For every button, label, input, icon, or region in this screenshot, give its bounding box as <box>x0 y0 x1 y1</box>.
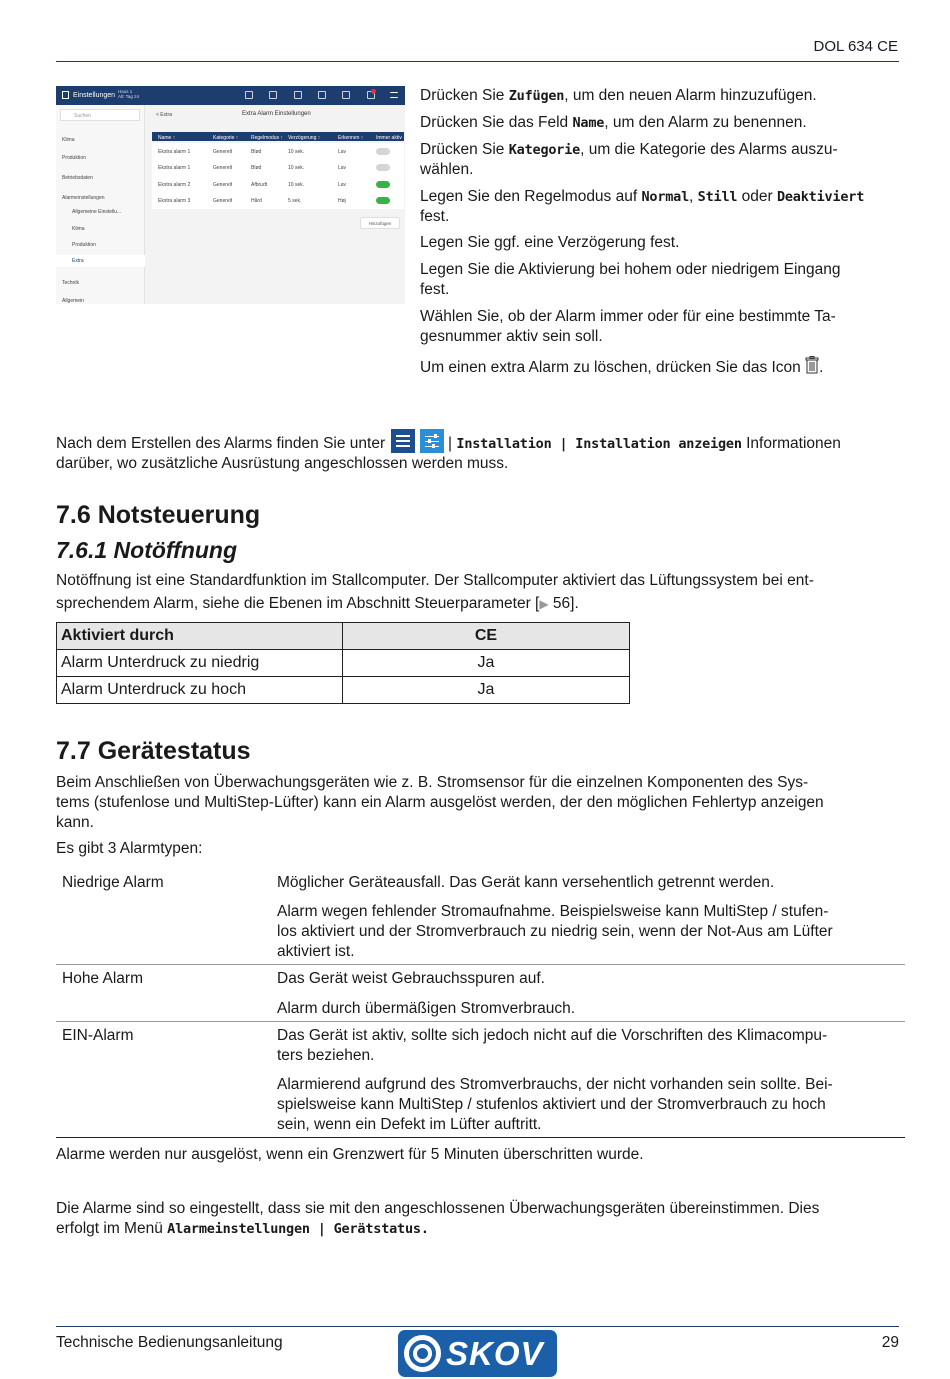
sidebar-item-allgemein[interactable]: Allgemein <box>62 298 84 304</box>
always-active-toggle[interactable] <box>376 148 390 155</box>
chevron-right-icon: ▶ <box>539 597 549 611</box>
after-create-paragraph: Nach dem Erstellen des Alarms finden Sie unter | Installation | Installation anzeigen Informationen darüber, wo zusätzliche Ausrüstung angeschlossen werden muss. <box>56 429 906 474</box>
sidebar-item-technik[interactable]: Technik <box>62 280 79 286</box>
low-alarm-label: Niedrige Alarm <box>62 874 164 891</box>
table-cell: Alarm Unterdruck zu hoch <box>57 677 343 704</box>
fan-icon <box>342 91 350 99</box>
high-alarm-text-2: Alarm durch übermäßigen Stromverbrauch. <box>277 1000 576 1017</box>
table-cell[interactable]: Hård <box>251 198 262 204</box>
table-row <box>57 650 630 677</box>
instruction-name: Drücken Sie das Feld Name, um den Alarm zu benennen. <box>420 114 807 131</box>
search-input[interactable] <box>60 109 140 121</box>
page-number: 29 <box>881 1334 899 1351</box>
low-alarm-text-2: Alarm wegen fehlender Stromaufnahme. Beispielsweise kann MultiStep / stufen- los aktiviert und der Stromverbrauch zu niedrig sein, wenn der Not-Aus am Lüfter aktiviert ist. <box>277 903 833 960</box>
sidebar-item-produktion[interactable]: Produktion <box>62 155 86 161</box>
table-cell: Ja <box>343 650 630 677</box>
sidebar-item-klima-alarm[interactable]: Klima <box>72 226 85 232</box>
search-placeholder: Suchen <box>74 113 91 119</box>
table-cell[interactable]: Ekstra alarm 1 <box>158 165 191 171</box>
sidebar-item-extra[interactable]: Extra <box>56 255 145 267</box>
table-cell[interactable]: Generelt <box>213 182 233 188</box>
instruction-activation: Legen Sie die Aktivierung bei hohem oder niedrigem Eingang fest. <box>420 261 841 298</box>
table-cell[interactable]: Lav <box>338 165 347 171</box>
instruction-delete: Um einen extra Alarm zu löschen, drücken Sie das Icon . <box>420 356 900 378</box>
activation-table <box>56 622 630 704</box>
section-heading: 7.6 Notsteuerung <box>56 501 261 529</box>
app-title: Einstellungen <box>73 92 116 99</box>
alarm-types-intro: Es gibt 3 Alarmtypen: <box>56 840 203 857</box>
table-cell[interactable]: Generelt <box>213 165 233 171</box>
on-alarm-label: EIN-Alarm <box>62 1027 134 1044</box>
always-active-toggle[interactable] <box>376 181 390 188</box>
table-cell[interactable]: Ekstra alarm 3 <box>158 198 191 204</box>
instruction-delay: Legen Sie ggf. eine Verzögerung fest. <box>420 234 680 251</box>
settings-screenshot <box>56 86 405 304</box>
subsection-heading: 7.6.1 Notöffnung <box>56 537 238 563</box>
document-code: DOL 634 CE <box>813 38 898 55</box>
table-cell: Ja <box>343 677 630 704</box>
column-header[interactable]: Name ↑ <box>158 135 176 141</box>
house-info: Haus 1 Alt: Tag 24 <box>118 89 140 99</box>
house-icon <box>269 91 277 99</box>
table-cell[interactable]: Blød <box>251 165 262 171</box>
column-header[interactable]: Verzögerung ↑ <box>288 135 321 141</box>
table-cell[interactable]: Ekstra alarm 2 <box>158 182 191 188</box>
high-alarm-text-1: Das Gerät weist Gebrauchsspuren auf. <box>277 970 545 987</box>
home-icon <box>245 91 253 99</box>
table-cell[interactable]: Høj <box>338 198 346 204</box>
table-row <box>57 677 630 704</box>
sidebar-item-klima[interactable]: Klima <box>62 137 75 143</box>
footer-rule <box>56 1326 899 1327</box>
table-cell[interactable]: Afbrudt <box>251 182 268 188</box>
table-cell[interactable]: Blød <box>251 149 262 155</box>
column-header: Aktiviert durch <box>57 623 343 650</box>
column-header[interactable]: Regelmodus ↑ <box>251 135 283 141</box>
alarm-badge <box>371 89 376 94</box>
section-heading: 7.7 Gerätestatus <box>56 737 251 765</box>
sidebar-item-produktion-alarm[interactable]: Produktion <box>72 242 96 248</box>
trash-icon <box>805 356 819 374</box>
table-cell[interactable]: 5 sek. <box>288 198 302 204</box>
sidebar-item-alarmeinstellungen[interactable]: Alarmeinstellungen <box>62 195 105 201</box>
geraetestatus-paragraph: Beim Anschließen von Überwachungsgeräten wie z. B. Stromsensor für die einzelnen Komponenten des Sys- tems (stufenlose und MultiStep-Lüfter) kann ein Alarm ausgelöst werden, der den möglichen Fehlertyp anzeigen kann. <box>56 774 824 831</box>
column-header[interactable]: Erkennen ↑ <box>338 135 364 141</box>
header-rule <box>56 61 899 62</box>
instruction-always-active: Wählen Sie, ob der Alarm immer oder für eine bestimmte Ta- gesnummer aktiv sein soll. <box>420 308 836 345</box>
table-cell[interactable]: 10 sek. <box>288 182 305 188</box>
column-header: CE <box>343 623 630 650</box>
instruction-category: Drücken Sie Kategorie, um die Kategorie des Alarms auszu- wählen. <box>420 141 838 178</box>
settings-sliders-icon <box>420 429 444 453</box>
menu-icon <box>391 429 415 453</box>
table-cell[interactable]: Lav <box>338 149 347 155</box>
clipboard-icon <box>318 91 326 99</box>
back-link[interactable]: < Extra <box>156 112 172 118</box>
table-cell: Alarm Unterdruck zu niedrig <box>57 650 343 677</box>
content-title: Extra Alarm Einstellungen <box>242 111 311 117</box>
table-cell[interactable]: 10 sek. <box>288 149 305 155</box>
skov-logo-text: SKOV <box>446 1335 544 1372</box>
table-divider <box>56 964 905 965</box>
table-bottom-rule <box>56 1137 905 1138</box>
instruction-mode: Legen Sie den Regelmodus auf Normal, Still oder Deaktiviert fest. <box>420 188 865 225</box>
sidebar-item-betriebsdaten[interactable]: Betriebsdaten <box>62 175 93 181</box>
table-cell[interactable]: Lav <box>338 182 347 188</box>
table-divider <box>56 1021 905 1022</box>
table-cell[interactable]: Generelt <box>213 198 233 204</box>
page-reference-link[interactable]: 56 <box>552 595 571 612</box>
instruction-add: Drücken Sie Zufügen, um den neuen Alarm hinzuzufügen. <box>420 87 817 104</box>
column-header[interactable]: Immer aktiv <box>376 135 402 141</box>
menu-icon <box>390 92 398 98</box>
always-active-toggle[interactable] <box>376 197 390 204</box>
add-alarm-button[interactable]: Hinzufügen <box>360 217 400 229</box>
settings-icon <box>62 91 69 99</box>
skov-logo-ring-inner <box>413 1344 432 1363</box>
always-active-toggle[interactable] <box>376 164 390 171</box>
chart-icon <box>294 91 302 99</box>
column-header[interactable]: Kategorie ↑ <box>213 135 239 141</box>
table-cell[interactable]: Generelt <box>213 149 233 155</box>
menu-note: Die Alarme sind so eingestellt, dass sie mit den angeschlossenen Überwachungsgeräten übereinstimmen. Dies erfolgt im Menü Alarmeinstellungen | Gerätstatus. <box>56 1200 820 1237</box>
low-alarm-text-1: Möglicher Geräteausfall. Das Gerät kann versehentlich getrennt werden. <box>277 874 775 891</box>
threshold-note: Alarme werden nur ausgelöst, wenn ein Grenzwert für 5 Minuten überschritten wurde. <box>56 1146 644 1163</box>
table-cell[interactable]: Ekstra alarm 1 <box>158 149 191 155</box>
notoeffnung-paragraph: Notöffnung ist eine Standardfunktion im Stallcomputer. Der Stallcomputer aktiviert das Lüftungssystem bei ent- sprechendem Alarm, siehe die Ebenen im Abschnitt Steuerparameter [▶ 56]. <box>56 572 814 612</box>
settings-sidebar <box>56 105 145 304</box>
footer-title: Technische Bedienungsanleitung <box>56 1334 283 1351</box>
on-alarm-text-1: Das Gerät ist aktiv, sollte sich jedoch nicht auf die Vorschriften des Klimacompu- ters beziehen. <box>277 1027 828 1064</box>
table-cell[interactable]: 10 sek. <box>288 165 305 171</box>
high-alarm-label: Hohe Alarm <box>62 970 143 987</box>
sidebar-item-allgemeine[interactable]: Allgemeine Einstellu... <box>72 209 122 215</box>
on-alarm-text-2: Alarmierend aufgrund des Stromverbrauchs, der nicht vorhanden sein sollte. Bei- spielsweise kann MultiStep / stufenlos aktiviert und der Stromverbrauch zu hoch sein, wenn ein Defekt im Lüfter auftritt. <box>277 1076 833 1133</box>
